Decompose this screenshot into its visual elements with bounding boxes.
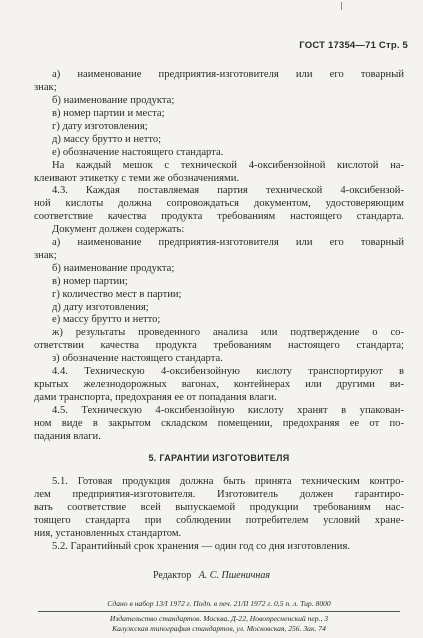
body-line: 4.5. Техническую 4-оксибензойную кислоту хранят в упакован- [52, 405, 404, 416]
body-line: г) количество мест в партии; [52, 289, 182, 300]
body-line: ной кислоты должна сопровождаться документом, удостоверяющим [34, 198, 404, 209]
body-line: дами транспорта, предохраняя ее от попадания влаги. [34, 392, 277, 403]
section-line: тоящего стандарта при соблюдении потребителем условий хране- [34, 515, 404, 526]
imprint-line: Калужская типография стандартов, ул. Московская, 256. Зак. 74 [112, 624, 326, 633]
body-line: ном виде в закрытом складском помещении, предохраняя ее от по- [34, 418, 404, 429]
body-line: г) дату изготовления; [52, 121, 148, 132]
body-line: ж) результаты проведенного анализа или подтверждение о со- [52, 327, 404, 338]
body-line: д) дату изготовления; [52, 302, 149, 313]
body-line: в) номер партии и места; [52, 108, 165, 119]
scan-mark [341, 2, 342, 10]
body-line: знак; [34, 250, 57, 261]
body-line: крытых железнодорожных вагонах, контейнерах или другими ви- [34, 379, 404, 390]
body-line: е) массу брутто и нетто; [52, 314, 161, 325]
editor-name: А. С. Пшеничная [198, 570, 271, 581]
body-line: соответствие качества продукта требованиям настоящего стандарта. [34, 211, 404, 222]
section-line: лем предприятия-изготовителя. Изготовитель должен гарантиро- [34, 489, 404, 500]
imprint-line: Издательство стандартов. Москва, Д-22, Новопресненский пер., 3 [109, 614, 329, 623]
body-line: в) номер партии; [52, 276, 128, 287]
body-line: На каждый мешок с технической 4-оксибензойной кислотой на- [52, 160, 404, 171]
body-line: падания влаги. [34, 431, 101, 442]
section-line: ния, установленных стандартом. [34, 528, 182, 539]
editor-label: Редактор [152, 570, 192, 581]
editor-line [0, 570, 423, 581]
body-line: д) массу брутто и нетто; [52, 134, 162, 145]
body-line: а) наименование предприятия-изготовителя или его товарный [52, 69, 404, 80]
imprint-line: Сдано в набор 13/I 1972 г. Подп. в печ. 21/II 1972 г. 0,5 п. л. Тир. 8000 [107, 599, 331, 608]
body-line: з) обозначение настоящего стандарта. [52, 353, 223, 364]
body-line: знак; [34, 82, 57, 93]
body-line: 4.3. Каждая поставляемая партия технической 4-оксибензой- [52, 185, 404, 196]
body-line: б) наименование продукта; [52, 95, 175, 106]
body-line: Документ должен содержать: [52, 224, 185, 235]
body-line: б) наименование продукта; [52, 263, 175, 274]
section-line: 5.1. Готовая продукция должна быть принята техническим контро- [52, 476, 404, 487]
body-line: ответствии качества продукта требованиям настоящего стандарта; [34, 340, 404, 351]
body-line: 4.4. Техническую 4-оксибензойную кислоту транспортируют в [52, 366, 404, 377]
body-line: клеивают этикетку с теми же обозначениями. [34, 173, 240, 184]
section-line: 5.2. Гарантийный срок хранения — один год со дня изготовления. [52, 541, 350, 552]
page-header: ГОСТ 17354—71 Стр. 5 [299, 40, 408, 51]
imprint-divider [38, 611, 400, 612]
section-title: 5. ГАРАНТИИ ИЗГОТОВИТЕЛЯ [148, 453, 290, 463]
body-line: а) наименование предприятия-изготовителя или его товарный [52, 237, 404, 248]
body-line: е) обозначение настоящего стандарта. [52, 147, 224, 158]
section-line: вать соответствие всей выпускаемой продукции требованиям нас- [34, 502, 404, 513]
